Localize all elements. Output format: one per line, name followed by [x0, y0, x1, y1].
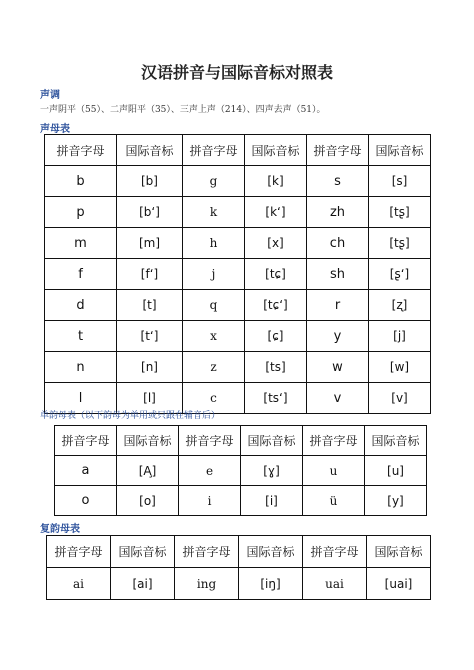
pinyin-cell: l: [45, 383, 117, 414]
compound-finals-heading: 复韵母表: [40, 524, 80, 535]
simple-finals-table: [54, 425, 427, 516]
pinyin-cell: m: [45, 228, 117, 259]
tones-heading: 声调: [40, 90, 60, 101]
pinyin-cell: h: [183, 228, 245, 259]
ipa-cell: [k]: [245, 166, 307, 197]
header-cell: 国际音标: [245, 135, 307, 166]
header-cell: 拼音字母: [55, 426, 117, 456]
ipa-cell: [ai]: [111, 568, 175, 600]
ipa-cell: [tɕ]: [245, 259, 307, 290]
ipa-cell: [iŋ]: [239, 568, 303, 600]
header-cell: 拼音字母: [47, 536, 111, 568]
table-row: [45, 228, 431, 259]
header-cell: 拼音字母: [303, 426, 365, 456]
table-row: [45, 166, 431, 197]
pinyin-cell: uai: [303, 568, 367, 600]
header-cell: 拼音字母: [303, 536, 367, 568]
pinyin-cell: y: [307, 321, 369, 352]
table-header-row: [55, 426, 427, 456]
pinyin-cell: ai: [47, 568, 111, 600]
pinyin-cell: s: [307, 166, 369, 197]
pinyin-cell: w: [307, 352, 369, 383]
pinyin-cell: n: [45, 352, 117, 383]
ipa-cell: [u]: [365, 456, 427, 486]
pinyin-cell: c: [183, 383, 245, 414]
header-cell: 拼音字母: [307, 135, 369, 166]
header-cell: 国际音标: [365, 426, 427, 456]
ipa-cell: [t]: [117, 290, 183, 321]
ipa-cell: [ʂʻ]: [369, 259, 431, 290]
ipa-cell: [kʻ]: [245, 197, 307, 228]
ipa-cell: [tsʻ]: [245, 383, 307, 414]
table-row: [47, 568, 431, 600]
ipa-cell: [o]: [117, 486, 179, 516]
initials-heading: 声母表: [40, 124, 70, 135]
pinyin-cell: k: [183, 197, 245, 228]
ipa-cell: [n]: [117, 352, 183, 383]
table-header-row: [45, 135, 431, 166]
ipa-cell: [tʻ]: [117, 321, 183, 352]
ipa-cell: [tʂ]: [369, 228, 431, 259]
pinyin-cell: ing: [175, 568, 239, 600]
table-row: [45, 352, 431, 383]
ipa-cell: [ɣ]: [241, 456, 303, 486]
table-row: [45, 321, 431, 352]
ipa-cell: [j]: [369, 321, 431, 352]
pinyin-cell: ü: [303, 486, 365, 516]
header-cell: 国际音标: [367, 536, 431, 568]
header-cell: 拼音字母: [175, 536, 239, 568]
pinyin-cell: j: [183, 259, 245, 290]
pinyin-cell: p: [45, 197, 117, 228]
pinyin-cell: b: [45, 166, 117, 197]
ipa-cell: [ɕ]: [245, 321, 307, 352]
table-row: [45, 197, 431, 228]
pinyin-cell: u: [303, 456, 365, 486]
ipa-cell: [A̧]: [117, 456, 179, 486]
pinyin-cell: t: [45, 321, 117, 352]
ipa-cell: [y]: [365, 486, 427, 516]
header-cell: 拼音字母: [183, 135, 245, 166]
ipa-cell: [i]: [241, 486, 303, 516]
ipa-cell: [ts]: [245, 352, 307, 383]
header-cell: 国际音标: [117, 426, 179, 456]
header-cell: 国际音标: [369, 135, 431, 166]
header-cell: 国际音标: [239, 536, 303, 568]
initials-table: [44, 134, 431, 414]
pinyin-cell: ch: [307, 228, 369, 259]
pinyin-cell: z: [183, 352, 245, 383]
ipa-cell: [uai]: [367, 568, 431, 600]
ipa-cell: [x]: [245, 228, 307, 259]
pinyin-cell: i: [179, 486, 241, 516]
pinyin-cell: x: [183, 321, 245, 352]
compound-finals-table: [46, 535, 431, 600]
header-cell: 拼音字母: [45, 135, 117, 166]
table-row: [45, 290, 431, 321]
ipa-cell: [b]: [117, 166, 183, 197]
pinyin-cell: zh: [307, 197, 369, 228]
pinyin-cell: r: [307, 290, 369, 321]
ipa-cell: [l]: [117, 383, 183, 414]
pinyin-cell: a: [55, 456, 117, 486]
ipa-cell: [fʻ]: [117, 259, 183, 290]
header-cell: 国际音标: [111, 536, 175, 568]
header-cell: 国际音标: [117, 135, 183, 166]
ipa-cell: [s]: [369, 166, 431, 197]
pinyin-cell: v: [307, 383, 369, 414]
tones-text: 一声阴平（55）、二声阳平（35）、三声上声（214）、四声去声（51）。: [40, 105, 326, 115]
table-row: [55, 456, 427, 486]
simple-finals-heading: 单韵母表（以下韵母为单用或只跟在辅音后）: [40, 411, 221, 421]
header-cell: 拼音字母: [179, 426, 241, 456]
table-row: [55, 486, 427, 516]
pinyin-cell: g: [183, 166, 245, 197]
pinyin-cell: e: [179, 456, 241, 486]
ipa-cell: [bʻ]: [117, 197, 183, 228]
ipa-cell: [w]: [369, 352, 431, 383]
pinyin-cell: o: [55, 486, 117, 516]
pinyin-cell: sh: [307, 259, 369, 290]
pinyin-cell: f: [45, 259, 117, 290]
pinyin-cell: d: [45, 290, 117, 321]
page-title: 汉语拼音与国际音标对照表: [140, 63, 333, 82]
ipa-cell: [tʂ]: [369, 197, 431, 228]
ipa-cell: [m]: [117, 228, 183, 259]
pinyin-cell: q: [183, 290, 245, 321]
table-header-row: [47, 536, 431, 568]
ipa-cell: [tɕʻ]: [245, 290, 307, 321]
ipa-cell: [ʐ]: [369, 290, 431, 321]
table-row: [45, 259, 431, 290]
ipa-cell: [v]: [369, 383, 431, 414]
header-cell: 国际音标: [241, 426, 303, 456]
